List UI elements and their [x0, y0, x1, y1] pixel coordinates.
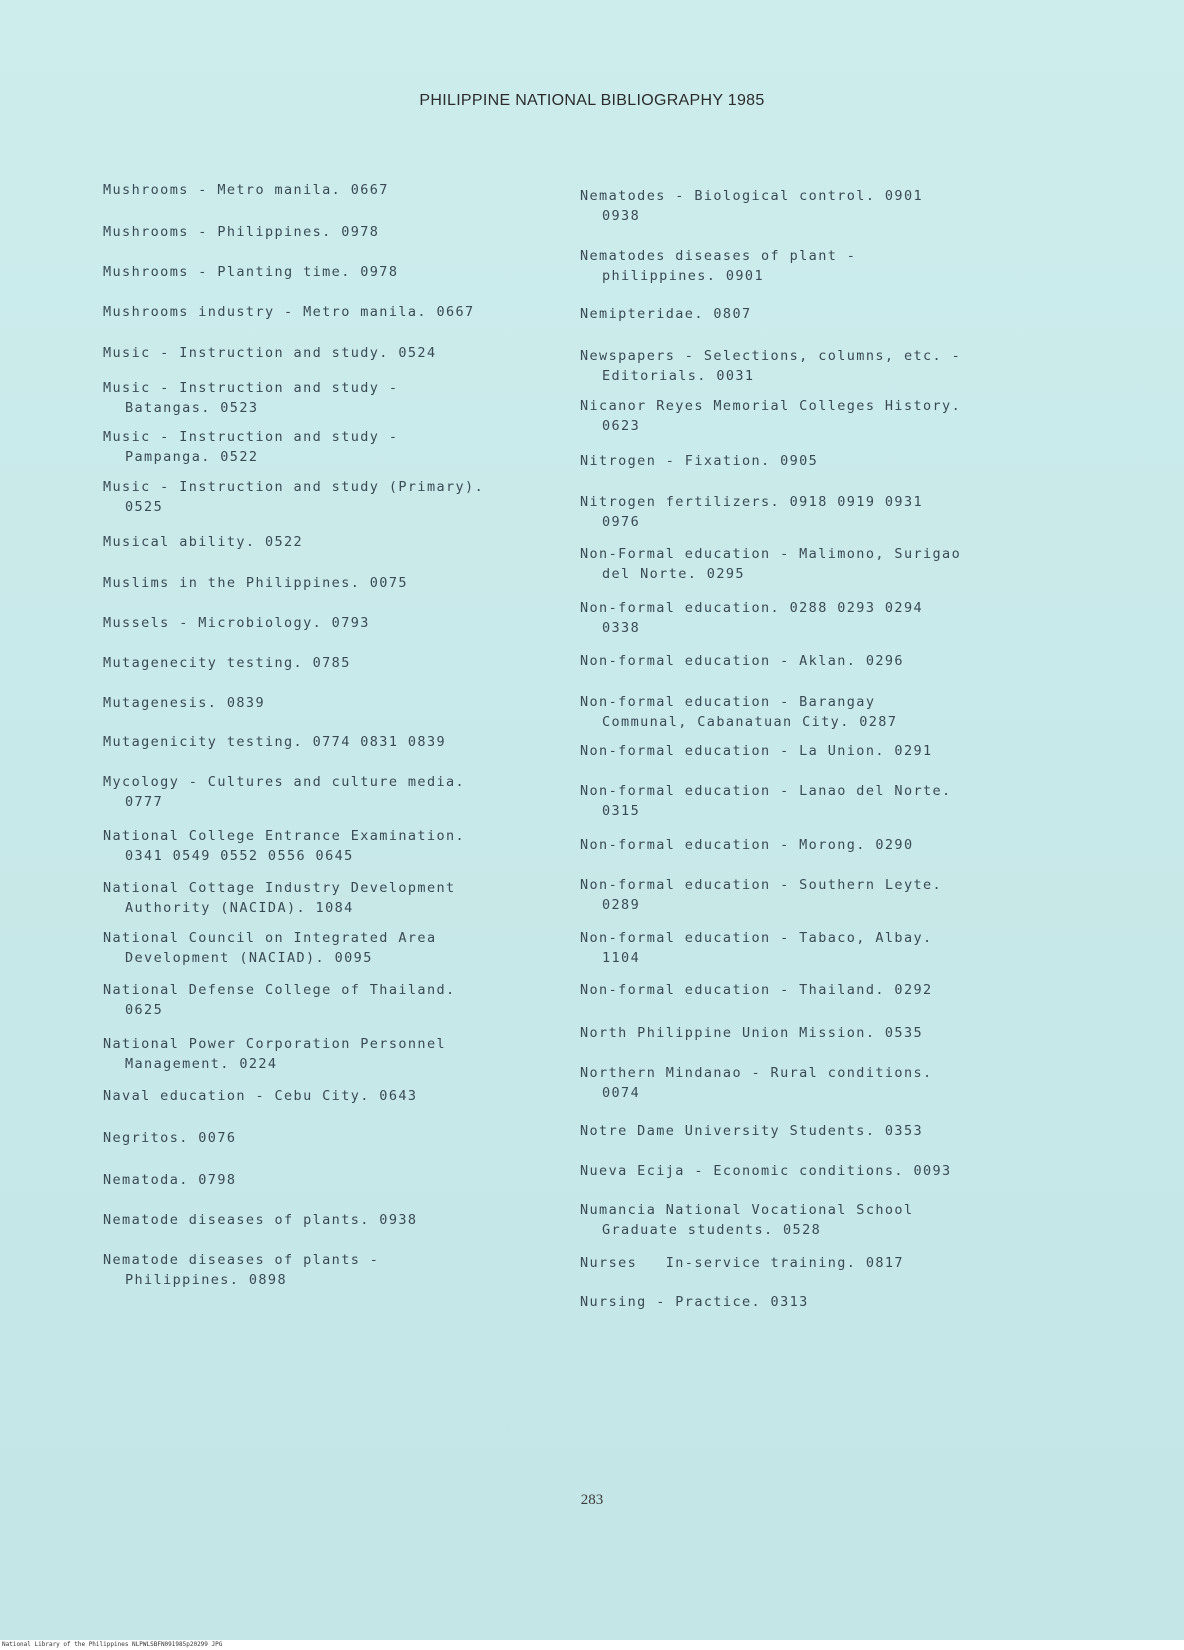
- entry-heading: Nicanor Reyes Memorial Colleges History.: [580, 398, 962, 414]
- entry-continuation: Pampanga. 0522: [125, 449, 259, 465]
- entry-continuation: 1104: [602, 950, 641, 966]
- entry-heading: Non-formal education - Aklan. 0296: [580, 653, 904, 669]
- index-entry: [103, 343, 573, 363]
- index-entry: [580, 492, 1070, 532]
- index-entry: [580, 1253, 1070, 1273]
- index-entry: [580, 1063, 1070, 1103]
- index-entry: [580, 1023, 1070, 1043]
- entry-heading: Negritos. 0076: [103, 1130, 237, 1146]
- scan-footer: National Library of the Philippines NLPWLSBFN091985p20299 JPG: [0, 1640, 1184, 1650]
- entry-heading: Non-Formal education - Malimono, Surigao: [580, 546, 962, 562]
- entry-heading: Notre Dame University Students. 0353: [580, 1123, 923, 1139]
- page-number: 283: [580, 1492, 604, 1508]
- index-entry: [103, 532, 573, 552]
- index-entry: [580, 451, 1070, 471]
- index-entry: [580, 651, 1070, 671]
- entry-continuation: del Norte. 0295: [602, 566, 745, 582]
- entry-continuation: Development (NACIAD). 0095: [125, 950, 373, 966]
- entry-continuation: Philippines. 0898: [125, 1272, 287, 1288]
- entry-continuation: 0777: [125, 794, 164, 810]
- entry-continuation: Editorials. 0031: [602, 368, 755, 384]
- index-entry: [103, 180, 573, 200]
- entry-heading: Musical ability. 0522: [103, 534, 304, 550]
- entry-heading: Nitrogen - Fixation. 0905: [580, 453, 819, 469]
- index-entry: [580, 396, 1070, 436]
- entry-heading: Mycology - Cultures and culture media.: [103, 774, 466, 790]
- index-entry: [580, 835, 1070, 855]
- entry-heading: National Council on Integrated Area: [103, 930, 437, 946]
- entry-heading: Mutagenesis. 0839: [103, 695, 265, 711]
- index-entry: [103, 826, 573, 866]
- entry-heading: National Cottage Industry Development: [103, 880, 456, 896]
- entry-continuation: Communal, Cabanatuan City. 0287: [602, 714, 898, 730]
- entry-heading: Nematodes diseases of plant -: [580, 248, 857, 264]
- entry-heading: Non-formal education. 0288 0293 0294: [580, 600, 923, 616]
- index-entry: [103, 653, 573, 673]
- index-entry: [103, 477, 573, 517]
- entry-heading: North Philippine Union Mission. 0535: [580, 1025, 923, 1041]
- index-entry: [580, 1200, 1070, 1240]
- entry-heading: Music - Instruction and study -: [103, 429, 399, 445]
- index-entry: [103, 980, 573, 1020]
- index-entry: [580, 346, 1070, 386]
- entry-continuation: Batangas. 0523: [125, 400, 259, 416]
- index-entry: [580, 1161, 1070, 1181]
- entry-continuation: 0289: [602, 897, 641, 913]
- index-entry: [103, 262, 573, 282]
- index-entry: [103, 222, 573, 242]
- index-entry: [103, 378, 573, 418]
- entry-heading: Mushrooms - Planting time. 0978: [103, 264, 399, 280]
- entry-heading: Mutagenecity testing. 0785: [103, 655, 351, 671]
- entry-heading: Mutagenicity testing. 0774 0831 0839: [103, 734, 446, 750]
- entry-continuation: 0525: [125, 499, 164, 515]
- index-entry: [103, 1034, 573, 1074]
- index-entry: [580, 246, 1070, 286]
- entry-heading: Mushrooms - Philippines. 0978: [103, 224, 380, 240]
- entry-heading: Nitrogen fertilizers. 0918 0919 0931: [580, 494, 923, 510]
- index-entry: [103, 1210, 573, 1230]
- entry-continuation: Authority (NACIDA). 1084: [125, 900, 354, 916]
- entry-heading: Music - Instruction and study -: [103, 380, 399, 396]
- entry-continuation: 0341 0549 0552 0556 0645: [125, 848, 354, 864]
- entry-heading: Music - Instruction and study (Primary).: [103, 479, 485, 495]
- entry-continuation: 0976: [602, 514, 641, 530]
- entry-heading: Nueva Ecija - Economic conditions. 0093: [580, 1163, 952, 1179]
- index-entry: [580, 781, 1070, 821]
- index-entry: [103, 1086, 573, 1106]
- index-entry: [580, 1292, 1070, 1312]
- index-entry: [580, 980, 1070, 1000]
- index-entry: [580, 186, 1070, 226]
- index-entry: [580, 741, 1070, 761]
- index-entry: [103, 1128, 573, 1148]
- entry-heading: Naval education - Cebu City. 0643: [103, 1088, 418, 1104]
- entry-heading: Non-formal education - Barangay: [580, 694, 876, 710]
- entry-continuation: 0938: [602, 208, 641, 224]
- entry-heading: Newspapers - Selections, columns, etc. -: [580, 348, 962, 364]
- index-entry: [103, 693, 573, 713]
- entry-continuation: philippines. 0901: [602, 268, 764, 284]
- entry-heading: Nematodes - Biological control. 0901: [580, 188, 923, 204]
- entry-heading: Non-formal education - Thailand. 0292: [580, 982, 933, 998]
- entry-heading: Numancia National Vocational School: [580, 1202, 914, 1218]
- index-entry: [103, 1170, 573, 1190]
- entry-heading: Non-formal education - La Union. 0291: [580, 743, 933, 759]
- index-entry: [580, 692, 1070, 732]
- index-entry: [580, 1121, 1070, 1141]
- index-entry: [103, 1250, 573, 1290]
- index-entry: [580, 544, 1070, 584]
- index-entry: [103, 732, 573, 752]
- entry-heading: Muslims in the Philippines. 0075: [103, 575, 408, 591]
- entry-heading: Non-formal education - Southern Leyte.: [580, 877, 943, 893]
- entry-heading: Non-formal education - Morong. 0290: [580, 837, 914, 853]
- index-entry: [103, 613, 573, 633]
- entry-heading: Northern Mindanao - Rural conditions.: [580, 1065, 933, 1081]
- entry-heading: Non-formal education - Tabaco, Albay.: [580, 930, 933, 946]
- index-entry: [103, 928, 573, 968]
- entry-heading: National College Entrance Examination.: [103, 828, 466, 844]
- entry-heading: Nemipteridae. 0807: [580, 306, 752, 322]
- entry-continuation: 0625: [125, 1002, 164, 1018]
- entry-continuation: Graduate students. 0528: [602, 1222, 822, 1238]
- entry-heading: Nematode diseases of plants -: [103, 1252, 380, 1268]
- entry-heading: National Power Corporation Personnel: [103, 1036, 446, 1052]
- entry-heading: Mushrooms industry - Metro manila. 0667: [103, 304, 475, 320]
- index-entry: [580, 875, 1070, 915]
- entry-heading: Nursing - Practice. 0313: [580, 1294, 809, 1310]
- entry-heading: Nematode diseases of plants. 0938: [103, 1212, 418, 1228]
- entry-continuation: 0074: [602, 1085, 641, 1101]
- entry-heading: Nurses In-service training. 0817: [580, 1255, 904, 1271]
- index-entry: [103, 573, 573, 593]
- entry-heading: Mussels - Microbiology. 0793: [103, 615, 370, 631]
- entry-heading: National Defense College of Thailand.: [103, 982, 456, 998]
- entry-heading: Non-formal education - Lanao del Norte.: [580, 783, 952, 799]
- page-title: PHILIPPINE NATIONAL BIBLIOGRAPHY 1985: [419, 92, 765, 109]
- entry-heading: Mushrooms - Metro manila. 0667: [103, 182, 389, 198]
- index-entry: [580, 304, 1070, 324]
- entry-continuation: 0623: [602, 418, 641, 434]
- entry-heading: Music - Instruction and study. 0524: [103, 345, 437, 361]
- entry-continuation: 0315: [602, 803, 641, 819]
- entry-continuation: Management. 0224: [125, 1056, 278, 1072]
- entry-heading: Nematoda. 0798: [103, 1172, 237, 1188]
- index-entry: [580, 598, 1070, 638]
- index-entry: [103, 772, 573, 812]
- entry-continuation: 0338: [602, 620, 641, 636]
- index-entry: [580, 928, 1070, 968]
- index-entry: [103, 302, 573, 322]
- index-entry: [103, 878, 573, 918]
- index-entry: [103, 427, 573, 467]
